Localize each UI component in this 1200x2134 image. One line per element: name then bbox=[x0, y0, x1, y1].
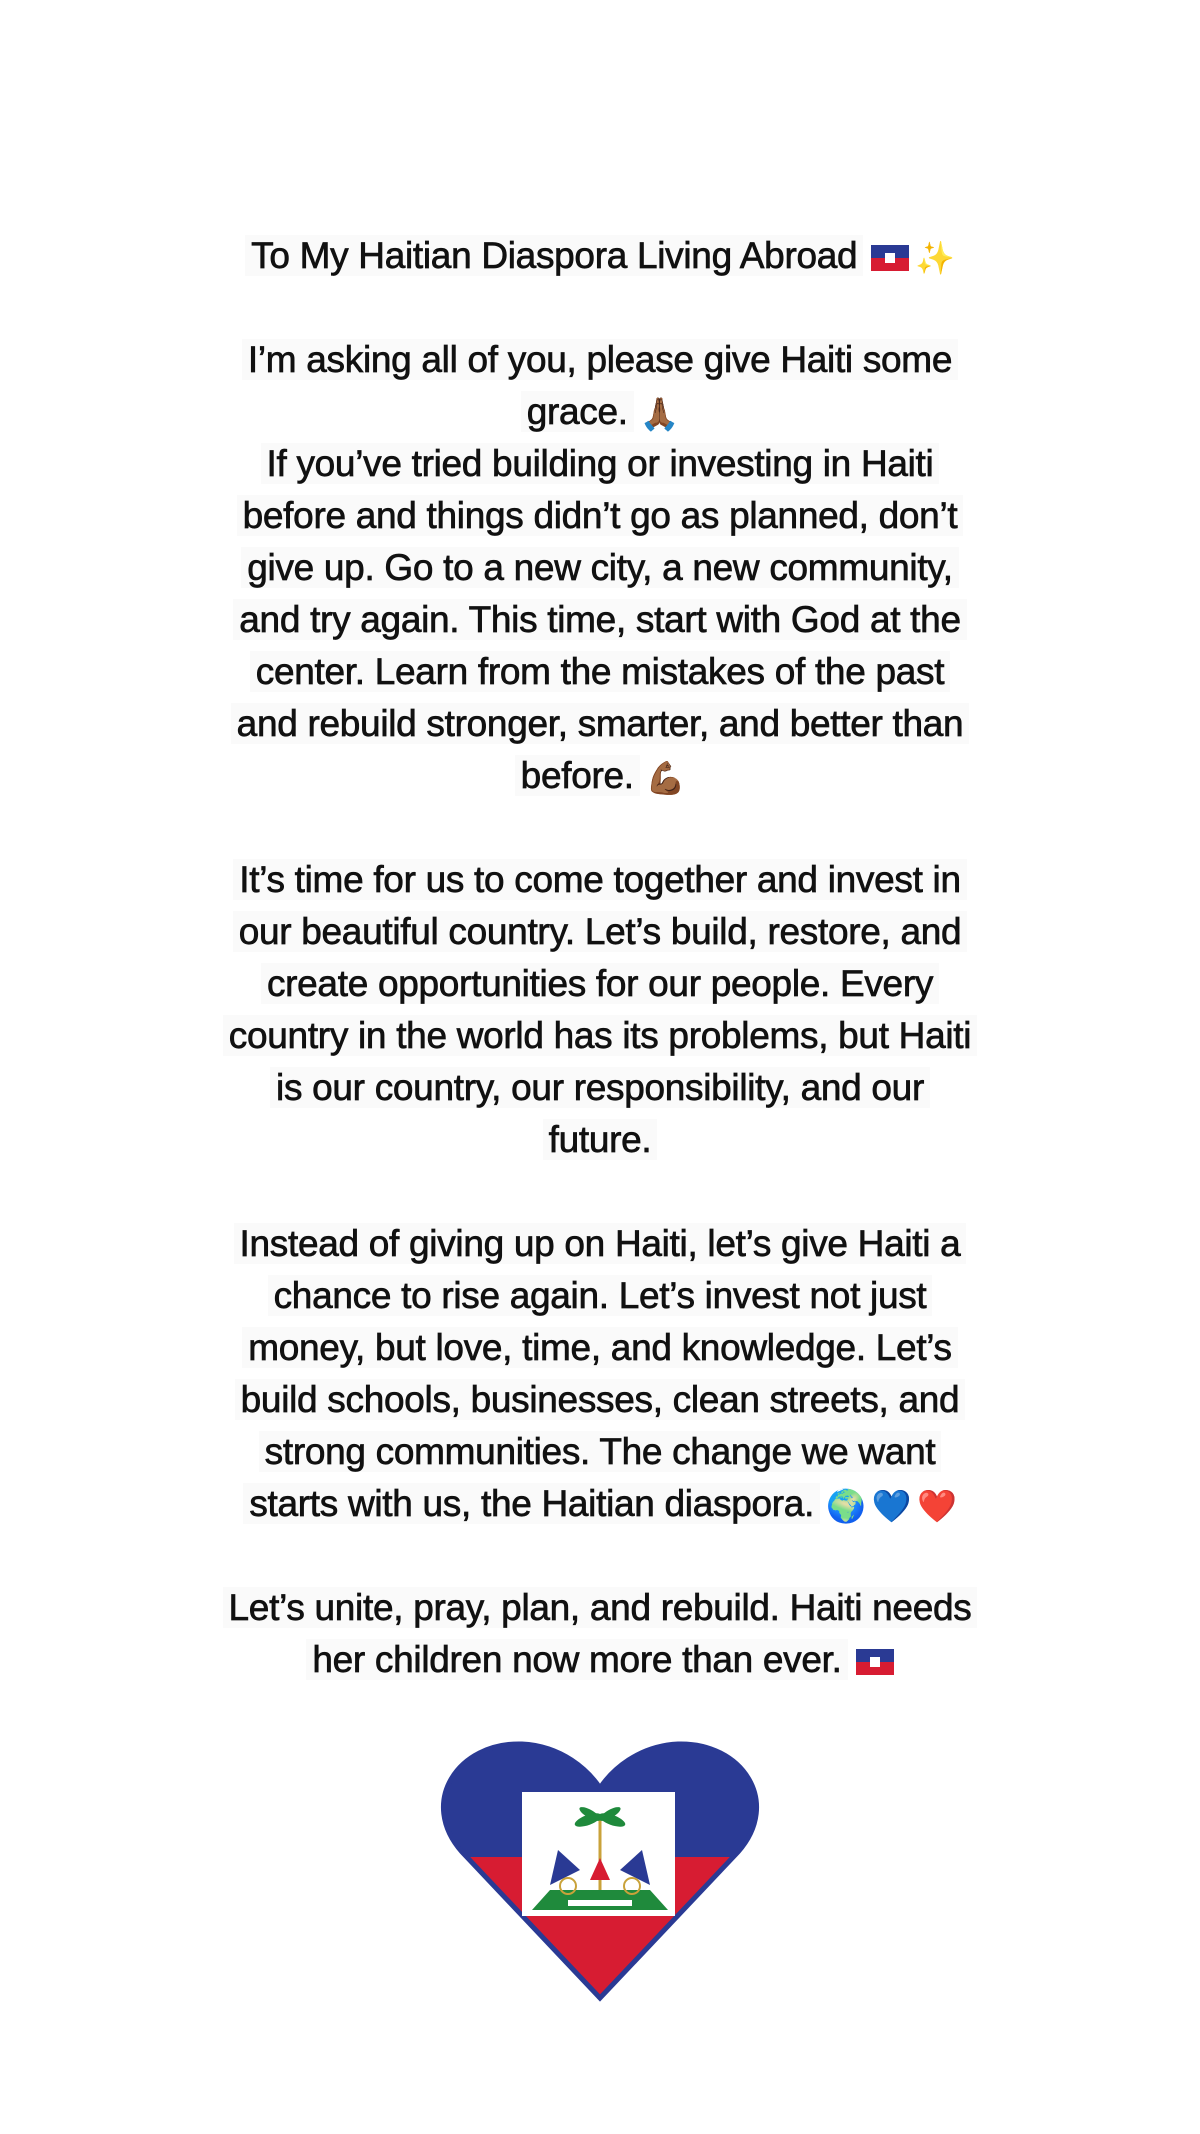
line-text: grace. bbox=[521, 391, 634, 432]
emoji-icon: ✨ bbox=[915, 240, 955, 277]
line-text: starts with us, the Haitian diaspora. bbox=[243, 1483, 820, 1524]
text-line bbox=[0, 646, 1200, 698]
line-text: before. bbox=[515, 755, 640, 796]
line-text: strong communities. The change we want bbox=[259, 1431, 942, 1472]
line-text: money, but love, time, and knowledge. Let’s bbox=[242, 1327, 958, 1368]
line-text: chance to rise again. Let’s invest not just bbox=[268, 1275, 933, 1316]
line-text: If you’ve tried building or investing in Haiti bbox=[261, 443, 940, 484]
text-line bbox=[0, 334, 1200, 386]
text-line bbox=[0, 1218, 1200, 1270]
line-text: Let’s unite, pray, plan, and rebuild. Haiti needs bbox=[223, 1587, 978, 1628]
emoji-icon: 🌍 bbox=[826, 1488, 866, 1525]
text-line bbox=[0, 1426, 1200, 1478]
text-line bbox=[0, 1010, 1200, 1062]
line-text: our beautiful country. Let’s build, restore, and bbox=[233, 911, 968, 952]
post-text bbox=[0, 230, 1200, 1686]
post-title bbox=[0, 230, 1200, 282]
text-line bbox=[0, 1634, 1200, 1686]
emoji-icon: 💪🏾 bbox=[645, 760, 686, 797]
text-line bbox=[0, 1062, 1200, 1114]
text-line bbox=[0, 750, 1200, 802]
emoji-icon: ❤️ bbox=[917, 1488, 957, 1525]
haiti-flag-heart-image bbox=[440, 1740, 760, 2002]
line-text: center. Learn from the mistakes of the past bbox=[250, 651, 950, 692]
line-text: I’m asking all of you, please give Haiti some bbox=[242, 339, 958, 380]
line-text: give up. Go to a new city, a new community, bbox=[241, 547, 959, 588]
line-text: before and things didn’t go as planned, don’t bbox=[237, 495, 964, 536]
line-text: future. bbox=[543, 1119, 658, 1160]
text-line bbox=[0, 698, 1200, 750]
emoji-icon: 🙏🏾 bbox=[639, 396, 680, 433]
paragraph-gap bbox=[0, 802, 1200, 854]
line-text: and rebuild stronger, smarter, and better than bbox=[231, 703, 970, 744]
text-line bbox=[0, 386, 1200, 438]
emoji-icon: 💙 bbox=[871, 1488, 912, 1525]
text-line bbox=[0, 1582, 1200, 1634]
text-line bbox=[0, 1374, 1200, 1426]
paragraph-gap bbox=[0, 1530, 1200, 1582]
text-line bbox=[0, 1478, 1200, 1530]
paragraph-gap bbox=[0, 282, 1200, 334]
line-text: create opportunities for our people. Every bbox=[261, 963, 939, 1004]
paragraph-gap bbox=[0, 1166, 1200, 1218]
line-text: It’s time for us to come together and invest in bbox=[233, 859, 966, 900]
text-line bbox=[0, 542, 1200, 594]
text-line bbox=[0, 594, 1200, 646]
line-text: Instead of giving up on Haiti, let’s give Haiti a bbox=[234, 1223, 967, 1264]
line-text: her children now more than ever. bbox=[306, 1639, 847, 1680]
text-line bbox=[0, 1270, 1200, 1322]
text-line bbox=[0, 1114, 1200, 1166]
text-line bbox=[0, 1322, 1200, 1374]
text-line bbox=[0, 438, 1200, 490]
haiti-flag-icon bbox=[856, 1649, 894, 1675]
line-text: build schools, businesses, clean streets, and bbox=[235, 1379, 966, 1420]
text-line bbox=[0, 958, 1200, 1010]
line-text: is our country, our responsibility, and our bbox=[270, 1067, 930, 1108]
text-line bbox=[0, 490, 1200, 542]
line-text: and try again. This time, start with God at the bbox=[233, 599, 966, 640]
line-text: To My Haitian Diaspora Living Abroad bbox=[245, 235, 863, 276]
haiti-flag-icon bbox=[871, 245, 909, 271]
line-text: country in the world has its problems, but Haiti bbox=[223, 1015, 977, 1056]
text-line bbox=[0, 906, 1200, 958]
text-line bbox=[0, 854, 1200, 906]
